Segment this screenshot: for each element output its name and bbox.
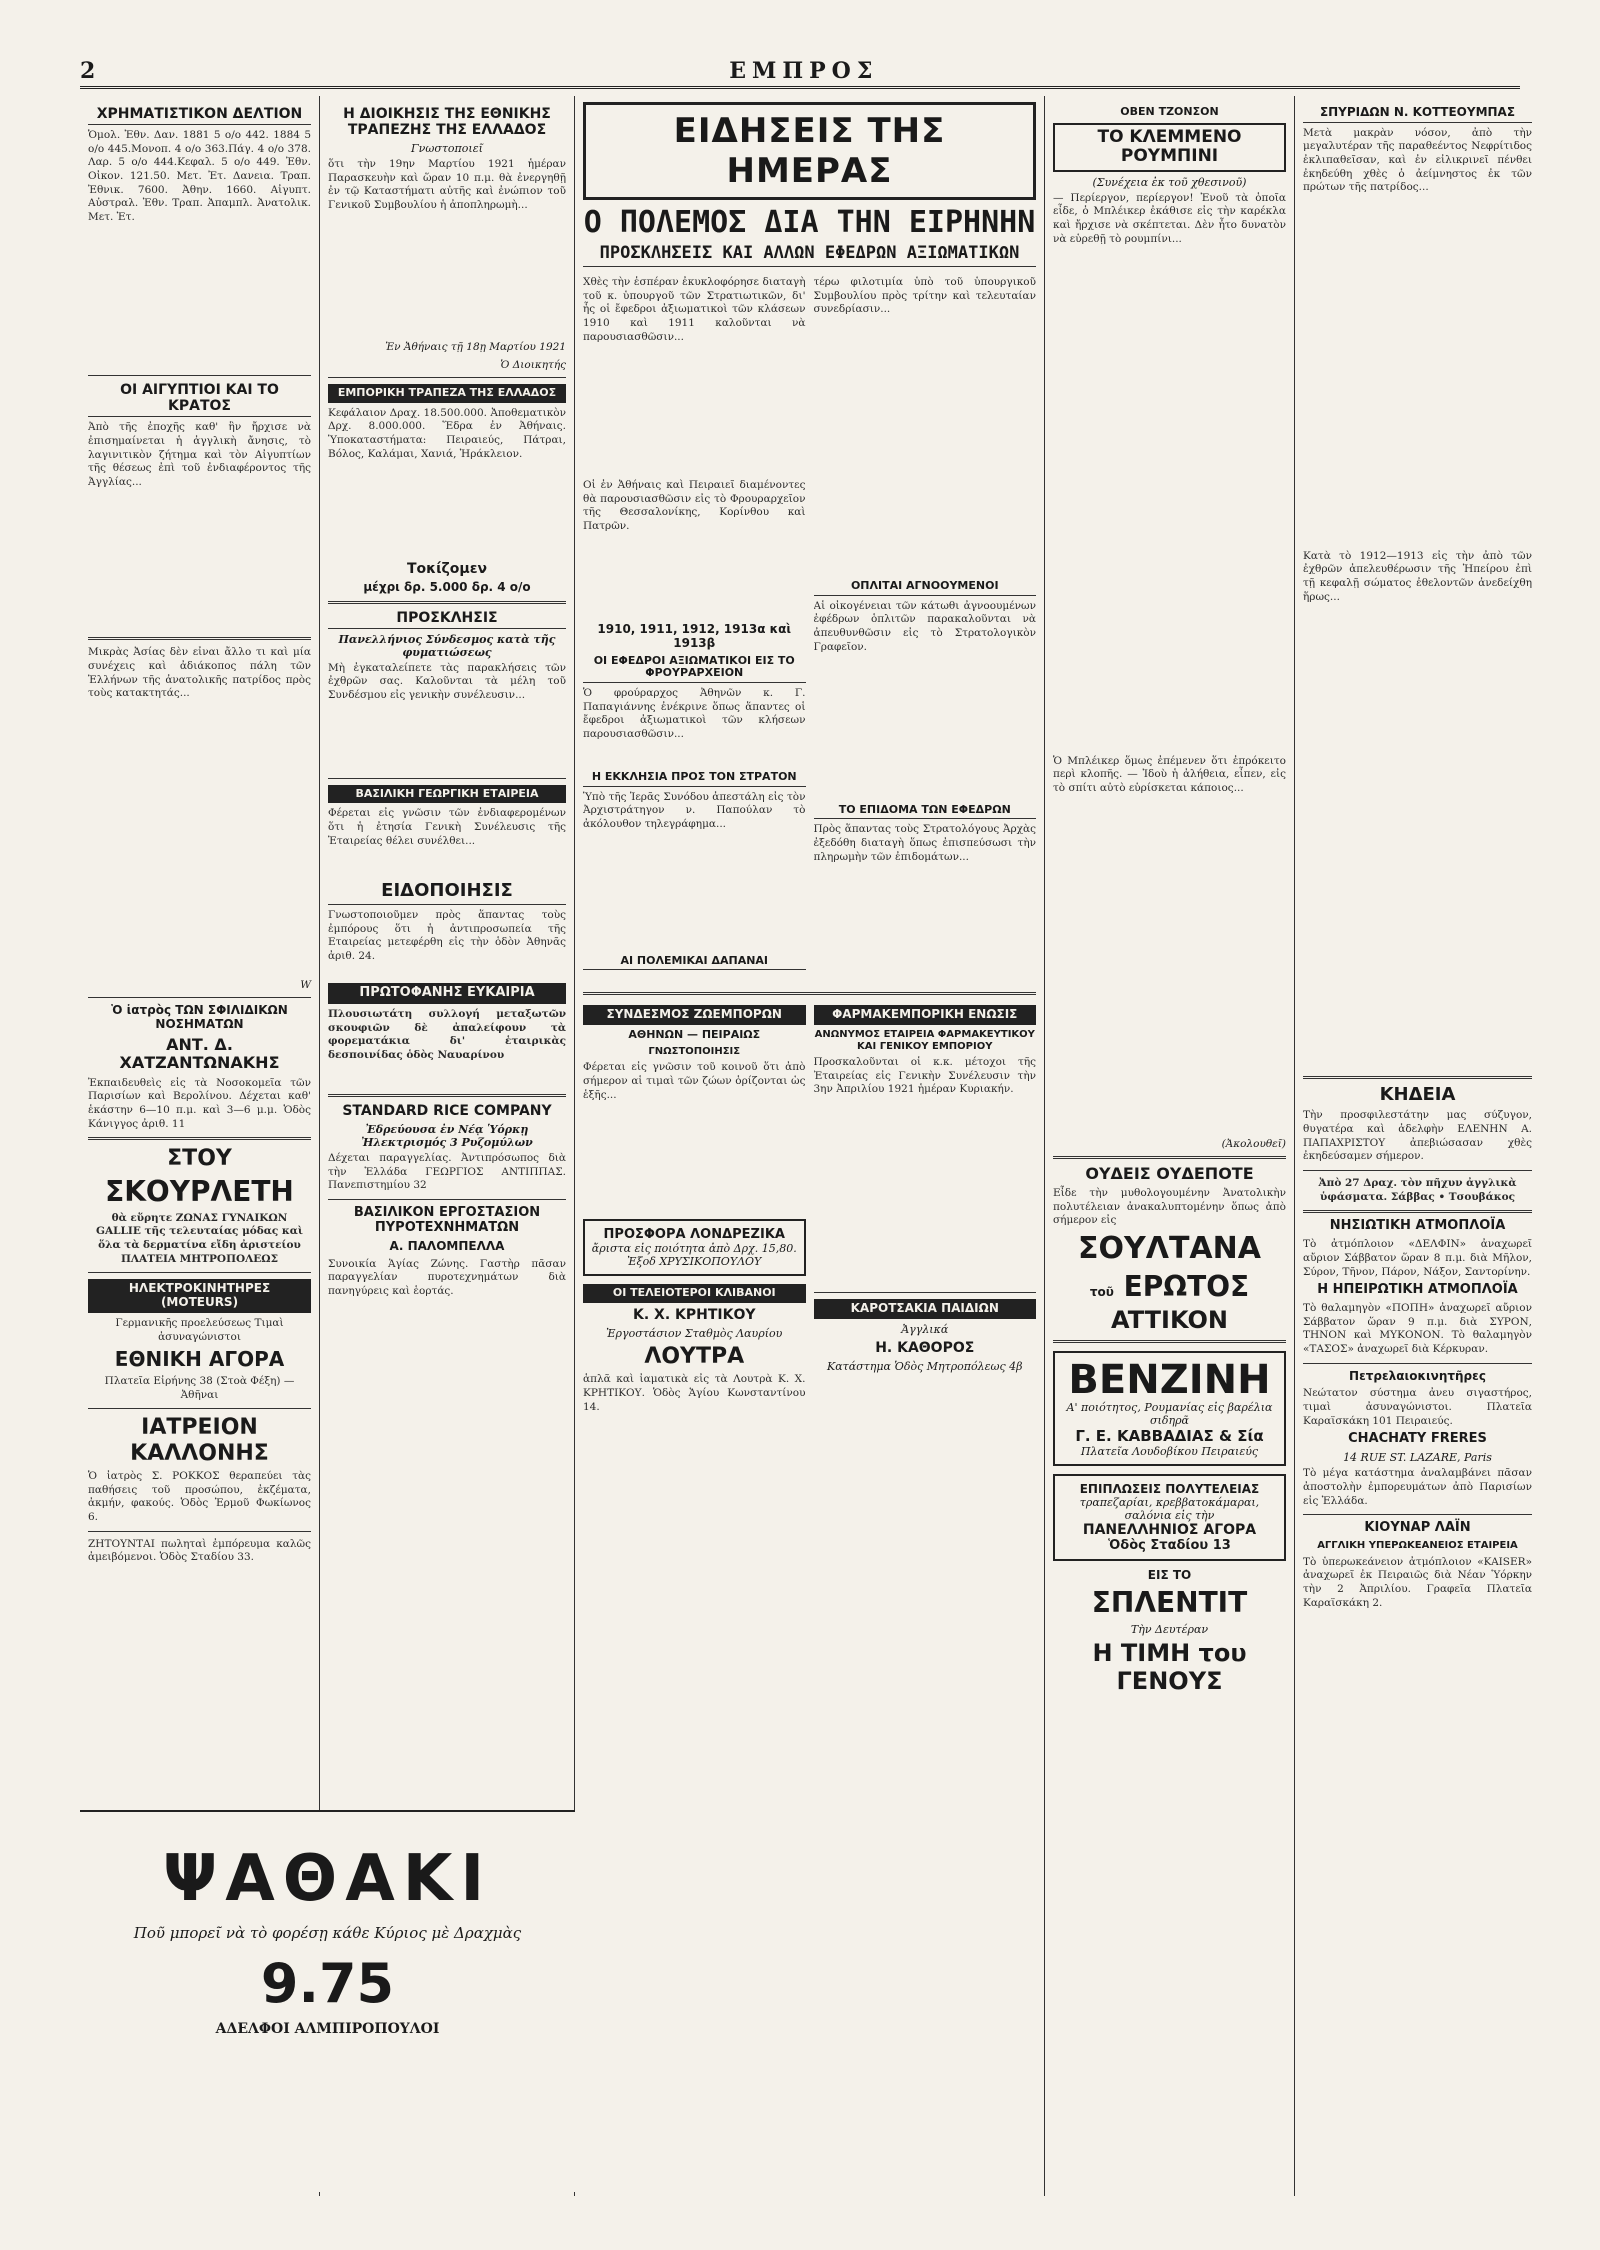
zoomilon-sub: ΑΘΗΝΩΝ — ΠΕΙΡΑΙΩΣ <box>628 1028 761 1042</box>
rec-text: Αἱ οἰκογένειαι τῶν κάτωθι ἀγνοουμένων ἐφέδρων ὁπλιτῶν παρακαλοῦνται νὰ ἀπευθυνθῶσιν εἰς τὸ Στρατολογικὸν Γραφεῖον. <box>813 599 1036 653</box>
bank-sig: Ὁ Διοικητής <box>500 359 566 372</box>
motor-title: ΗΛΕΚΤΡΟΚΙΝΗΤΗΡΕΣ (MOTEURS) <box>88 1279 311 1313</box>
geo-title: ΒΑΣΙΛΙΚΗ ΓΕΩΡΓΙΚΗ ΕΤΑΙΡΕΙΑ <box>328 785 566 804</box>
column-3 <box>575 96 1045 2196</box>
bank-subtitle: Γνωστοποιεῖ <box>411 142 483 156</box>
page-number: 2 <box>80 58 96 84</box>
serial-body2: Ὁ Μπλέικερ ὅμως ἐπέμενεν ὅτι ἐπρόκειτο περὶ κλοπῆς. — Ἰδοὺ ἡ ἀλήθεια, εἶπεν, εἰς τὸ σπίτι αὐτὸ εὑρίσκεται κάποιος... <box>1053 754 1286 795</box>
doctor-text: Ἐκπαιδευθεὶς εἰς τὰ Νοσοκομεῖα τῶν Παρισίων καὶ Βερολίνου. Δέχεται καθ' ἑκάστην 6—10 π.μ. καὶ 3—6 μ.μ. Ὁδὸς Κάνιγγος ἀριθ. 11 <box>88 1076 311 1130</box>
obit-title: ΣΠΥΡΙΔΩΝ Ν. ΚΟΤΤΕΟΥΜΠΑΣ <box>1303 106 1532 123</box>
psathaki-tagline: Ποῦ μπορεῖ νὰ τὸ φορέσῃ κάθε Κύριος μὲ Δραχμὰς <box>133 1924 522 1942</box>
epitropi-title: ΟΙ ΕΦΕΔΡΟΙ ΑΞΙΩΜΑΤΙΚΟΙ ΕΙΣ ΤΟ ΦΡΟΥΡΑΡΧΕΙΟΝ <box>583 655 806 683</box>
splendid: ΣΠΛΕΝΤΙΤ <box>1091 1586 1248 1620</box>
oudeis-text: Εἶδε τὴν μυθολογουμένην Ἀνατολικὴν πολυτέλειαν ἀνακαλυπτομένην ὅπως ἀπὸ σήμερον εἰς <box>1053 1187 1286 1227</box>
article-aigyptioi-text: Ἀπὸ τῆς ἐποχῆς καθ' ἣν ἤρχισε νὰ ἐπισημαίνεται ἡ ἀγγλικὴ ἄνησις, τὸ λαγινιτικὸν ζήτημα καὶ τὸν Αἰγυπτίων τῆς θέσεως ἐπὶ τοῦ ἐνδιαφέροντος τῆς Ἀγγλίας... <box>88 421 311 488</box>
epiplo-ad <box>1053 1474 1286 1561</box>
ads-left <box>583 1001 806 1417</box>
erotos <box>1053 1271 1286 1303</box>
karoto-title: ΚΑΡΟΤΣΑΚΙΑ ΠΑΙΔΙΩΝ <box>814 1299 1037 1319</box>
drug-ad <box>583 1219 806 1276</box>
call-class: 1910, 1911, 1912, 1913α καὶ 1913β <box>597 622 792 650</box>
masthead-spacer <box>1512 58 1520 84</box>
expenses-title: ΑΙ ΠΟΛΕΜΙΚΑΙ ΔΑΠΑΝΑΙ <box>583 955 806 971</box>
skourleti-text: θὰ εὕρητε ΖΩΝΑΣ ΓΥΝΑΙΚΩΝ GALLIE τῆς τελευταίας μόδας καὶ ὅλα τὰ δερματίνα εἴδη ἀριστείου ΠΛΑΤΕΙΑ ΜΗΤΡΟΠΟΛΕΩΣ <box>96 1211 303 1265</box>
epiplo-title: ΕΠΙΠΛΩΣΕΙΣ ΠΟΛΥΤΕΛΕΙΑΣ <box>1079 1482 1260 1497</box>
interest-title: Τοκίζομεν <box>406 560 488 577</box>
news-left <box>583 273 806 986</box>
doctor2-name: ΚΑΛΛΟΝΗΣ <box>130 1440 269 1466</box>
epitropi-text: Ὁ φρούραρχος Ἀθηνῶν κ. Γ. Παπαγιάννης ἐνέκρινε ὅπως ἅπαντες οἱ ἔφεδροι ἀξιωματικοὶ τῶν κλήσεων παρουσιασθῶσιν... <box>583 686 806 740</box>
news-two-col <box>583 273 1036 986</box>
chauffage-addr: 14 RUE ST. LAZARE, Paris <box>1343 1451 1492 1465</box>
rec-title: ΟΠΛΙΤΑΙ ΑΓΝΟΟΥΜΕΝΟΙ <box>814 580 1037 596</box>
kiounar-sub: ΑΓΓΛΙΚΗ ΥΠΕΡΩΚΕΑΝΕΙΟΣ ΕΤΑΙΡΕΙΑ <box>1317 1540 1518 1552</box>
news-left-text: Χθὲς τὴν ἑσπέραν ἐκυκλοφόρησε διαταγὴ τοῦ κ. ὑπουργοῦ τῶν Στρατιωτικῶν, δι' ἧς οἱ ἔφεδροι ἀξιωματικοὶ τῶν κλάσεων 1910 καὶ 1911 καλοῦνται νὰ παρουσιασθῶσιν... <box>583 276 806 343</box>
church-text: Ὑπὸ τῆς Ἱερᾶς Συνόδου ἀπεστάλη εἰς τὸν Ἀρχιστράτηγον ν. Παπούλαν τὸ ἀκόλουθον τηλεγράφημα... <box>583 790 806 830</box>
obit-body: Μετὰ μακρὰν νόσον, ἀπὸ τὴν μεγαλυτέραν τῆς παραθεέντος Νεφρίτιδος ἐκλιπαθεῖσαν, καὶ ἐν εἰλικρινεῖ πένθει ἐκηδεύθη χθὲς ὁ ἀείμνηστος ἐκ τῶν πρώτων τῆς πατρίδος... <box>1303 126 1532 194</box>
atmo1-text: Τὸ ἀτμόπλοιον «ΔΕΛΦΙΝ» ἀναχωρεῖ αὔριον Σάββατον ὥραν 8 π.μ. διὰ Μῆλον, Σύρον, Τῆνον, Πάρον, Νάξον, Σαντορίνην. <box>1303 1238 1532 1278</box>
chauffage-text: Τὸ μέγα κατάστημα ἀναλαμβάνει πᾶσαν ἀποστολὴν ἐμπορευμάτων ἀπὸ Παρισίων εἰς Ἑλλάδα. <box>1303 1467 1532 1507</box>
benzini-ad <box>1053 1351 1286 1466</box>
psathaki-price: 9.75 <box>260 1952 395 2015</box>
drug-title: ΠΡΟΣΦΟΡΑ ΛΟΝΔΡΕΖΙΚΑ <box>603 1227 785 1243</box>
agora-addr: Πλατεῖα Εἰρήνης 38 (Στοὰ Φέξη) — Ἀθῆναι <box>104 1375 295 1401</box>
psathaki-seller: ΑΔΕΛΦΟΙ ΑΛΜΠΙΡΟΠΟΥΛΟΙ <box>215 2021 440 2037</box>
kideia-text: Τὴν προσφιλεστάτην μας σύζυγον, θυγατέρα καὶ ἀδελφὴν ΕΛΕΝΗΝ Α. ΠΑΠΑΧΡΙΣΤΟΥ ἀπεβιώσασαν χθὲς ἐκηδεύσαμεν σήμερον. <box>1303 1109 1532 1163</box>
church-title: Η ΕΚΚΛΗΣΙΑ ΠΡΟΣ ΤΟΝ ΣΤΡΑΤΟΝ <box>583 771 806 787</box>
karoto-text: Κατάστημα Ὁδὸς Μητροπόλεως 4β <box>826 1359 1023 1373</box>
pyro-name: Α. ΠΑΛΟΜΠΕΛΛΑ <box>389 1238 505 1253</box>
doctor2-text: Ὁ ἰατρὸς Σ. ΡΟΚΚΟΣ θεραπεύει τὰς παθήσεις τοῦ προσώπου, ἐκζέματα, ἀκμήν, φακούς. Ὁδὸς Ἑρμοῦ Φωκίωνος 6. <box>88 1470 311 1523</box>
epiplo-addr: Ὁδὸς Σταδίου 13 <box>1108 1538 1231 1554</box>
eporiki-title: ΕΜΠΟΡΙΚΗ ΤΡΑΠΕΖΑ ΤΗΣ ΕΛΛΑΔΟΣ <box>328 384 566 403</box>
kiounar-text: Τὸ ὑπερωκεάνειον ἀτμόπλοιον «KAISER» ἀναχωρεῖ ἐκ Πειραιῶς διὰ Νέαν Ὑόρκην τὴν 2 Ἀπριλίου. Γραφεῖα Πλατεῖα Καραϊσκάκη 2. <box>1303 1555 1532 1609</box>
prosklisis-text: Μὴ ἐγκαταλείπετε τὰς παρακλήσεις τῶν ἐχθρῶν σας. Καλοῦνται τὰ μέλη τοῦ Συνδέσμου εἰς γενικὴν συνέλευσιν... <box>328 661 566 702</box>
sub-headline: ΠΡΟΣΚΛΗΣΕΙΣ ΚΑΙ ΑΛΛΩΝ ΕΦΕΔΡΩΝ ΑΞΙΩΜΑΤΙΚΩΝ <box>583 243 1036 267</box>
market-title: ΧΡΗΜΑΤΙΣΤΙΚΟΝ ΔΕΛΤΙΟΝ <box>88 106 311 125</box>
timi-genous: Η ΤΙΜΗ του ΓΕΝΟΥΣ <box>1092 1639 1247 1695</box>
serial-title: ΤΟ ΚΛΕΜΜΕΝΟ ΡΟΥΜΠΙΝΙ <box>1053 123 1286 172</box>
serial-sub: (Συνέχεια ἐκ τοῦ χθεσινοῦ) <box>1092 175 1247 189</box>
obit-body2: Κατὰ τὸ 1912—1913 εἰς τὴν ἀπὸ τῶν ἐχθρῶν ἀπελευθέρωσιν τῆς Ἠπείρου ἐπὶ τῇ κεφαλῇ σώματος ἐθελοντῶν ἀνεδείχθη ἥρως... <box>1303 549 1532 603</box>
obit-sig: Ἀπὸ 27 Δραχ. τὸν πῆχυν ἀγγλικὰ ὑφάσματα. Σάββας • Τσουβάκος <box>1318 1177 1517 1203</box>
petrel-title: Πετρελαιοκινητῆρες <box>1349 1368 1486 1383</box>
skourleti-name: ΣΚΟΥΡΛΕΤΗ <box>105 1174 294 1208</box>
benzini-addr: Πλατεῖα Λουδοβίκου Πειραιεύς <box>1080 1445 1259 1459</box>
article-asia-text: Μικρὰς Ἀσίας δὲν εἶναι ἄλλο τι καὶ μία συνέχεις καὶ ἀδιάκοπος πάλη τῶν Ἑλλήνων τῆς ἀνατολικῆς πατρίδος πρὸς τοὺς κατακτητάς... <box>88 646 311 700</box>
atmo2-title: Η ΗΠΕΙΡΩΤΙΚΗ ΑΤΜΟΠΛΟΪΑ <box>1317 1282 1518 1298</box>
article-aigyptioi-title: ΟΙ ΑΙΓΥΠΤΙΟΙ ΚΑΙ ΤΟ ΚΡΑΤΟΣ <box>88 382 311 417</box>
petrel-text: Νεώτατον σύστημα ἀνευ σιγαστήρος, τιμαὶ ἀσυναγώνιστοι. Πλατεῖα Καραϊσκάκη 101 Πειραιεύς. <box>1303 1387 1532 1427</box>
kris-name: Κ. Χ. ΚΡΗΤΙΚΟΥ <box>633 1306 756 1323</box>
kris-title: ΟΙ ΤΕΛΕΙΟΤΕΡΟΙ ΚΛΙΒΑΝΟΙ <box>583 1284 806 1303</box>
ads-two-col <box>583 1001 1036 1417</box>
sultana: ΣΟΥΛΤΑΝΑ <box>1078 1231 1261 1267</box>
efedron-title: ΤΟ ΕΠΙΔΟΜΑ ΤΩΝ ΕΦΕΔΡΩΝ <box>814 804 1037 820</box>
eporiki-text: Κεφάλαιον Δραχ. 18.500.000. Ἀποθεματικὸν Δρχ. 8.000.000. Ἕδρα ἐν Ἀθήναις. Ὑποκαταστήματα: Πειραιεύς, Πάτραι, Βόλος, Καλάμαι, Χανιά, Ἡράκλειον. <box>328 406 566 460</box>
serial-kicker: ΟΒΕΝ ΤΖΟΝΣΟΝ <box>1120 105 1219 118</box>
loutra-text: ἁπλᾶ καὶ ἰαματικὰ εἰς τὰ Λουτρὰ Κ. Χ. ΚΡΗΤΙΚΟΥ. Ὁδὸς Ἁγίου Κωνσταντίνου 14. <box>583 1373 806 1413</box>
splendid-pre: ΕΙΣ ΤΟ <box>1147 1568 1192 1583</box>
doctor-name: ΑΝΤ. Δ. ΧΑΤΖΑΝΤΩΝΑΚΗΣ <box>119 1034 280 1073</box>
pyro-text: Συνοικία Ἁγίας Ζώνης. Γαστὴρ πᾶσαν παραγγελίαν πυροτεχνημάτων διὰ πανηγύρεις καὶ ἑορτάς. <box>328 1257 566 1298</box>
motor-text: Γερμανικῆς προελεύσεως Τιμαὶ ἀσυναγώνιστοι <box>115 1316 284 1343</box>
protofanis-text: Πλουσιωτάτη συλλογή μεταξωτῶν σκουφιῶν δὲ ἀπαλείφουν τὰ φορεματάκια δι' ἑταιρικὰς δεσποινίδας ὁδὸς Ναυαρίνου <box>328 1008 566 1061</box>
zitounai-text: ΖΗΤΟΥΝΤΑΙ πωληταὶ ἐμπόρευμα καλῶς ἀμειβόμενοι. Ὁδὸς Σταδίου 33. <box>88 1537 311 1564</box>
kiounar-title: ΚΙΟΥΝΑΡ ΛΑΪΝ <box>1364 1520 1471 1536</box>
eidopoiisis-title: ΕΙΔΟΠΟΙΗΣΙΣ <box>328 881 566 905</box>
interest-value: μέχρι δρ. 5.000 δρ. 4 ο/ο <box>363 579 531 594</box>
pharma-text: Προσκαλοῦνται οἱ κ.κ. μέτοχοι τῆς Ἑταιρείας εἰς Γενικὴν Συνέλευσιν τὴν 3ην Ἀπριλίου 1921 ἡμέραν Κυριακήν. <box>813 1056 1036 1096</box>
zoomilon-text: Φέρεται εἰς γνῶσιν τοῦ κοινοῦ ὅτι ἀπὸ σήμερον αἱ τιμαὶ τῶν ζώων ὁρίζονται ὡς ἑξῆς... <box>583 1061 806 1101</box>
zoomilon-title: ΣΥΝΔΕΣΜΟΣ ΖΩΕΜΠΟΡΩΝ <box>583 1005 806 1025</box>
bank-title: Η ΔΙΟΙΚΗΣΙΣ ΤΗΣ ΕΘΝΙΚΗΣ ΤΡΑΠΕΖΗΣ ΤΗΣ ΕΛΛΑΔΟΣ <box>343 106 551 139</box>
oudeis-title: ΟΥΔΕΙΣ ΟΥΔΕΠΟΤΕ <box>1085 1163 1254 1183</box>
rice-sub: Ἐδρεύουσα ἐν Νέᾳ Ὑόρκῃ Ἠλεκτρισμός 3 Ρυζομύλων <box>361 1123 533 1150</box>
epiplo-text: τραπεζαρίαι, κρεββατοκάμαραι, σαλόνια εἰς τὴν <box>1079 1496 1260 1523</box>
bank-sig-place: Ἐν Ἀθήναις τῇ 18ῃ Μαρτίου 1921 <box>385 341 566 354</box>
pharma-title: ΦΑΡΜΑΚΕΜΠΟΡΙΚΗ ΕΝΩΣΙΣ <box>814 1005 1037 1025</box>
serial-body: — Περίεργον, περίεργον! Ἐνοῦ τὰ ὁποῖα εἶδε, ὁ Μπλέικερ ἐκάθισε εἰς τὴν καρέκλα καὶ ἤρχισε νὰ σκέπτεται. Δὲν ἦτο δυνατὸν νὰ εὑρεθῇ τὸ ρουμπίνι... <box>1053 191 1286 245</box>
atmo1-title: ΝΗΣΙΩΤΙΚΗ ΑΤΜΟΠΛΟΪΑ <box>1329 1218 1506 1234</box>
loutra-title: ΛΟΥΤΡΑ <box>644 1343 745 1369</box>
erotos-word: ΕΡΩΤΟΣ <box>1123 1269 1250 1303</box>
splendid-mid: Τὴν Δευτέραν <box>1130 1623 1209 1637</box>
news-banner: ΕΙΔΗΣΕΙΣ ΤΗΣ ΗΜΕΡΑΣ <box>583 102 1036 200</box>
bank-text: ὅτι τὴν 19ην Μαρτίου 1921 ἡμέραν Παρασκευὴν καὶ ὥραν 10 π.μ. θὰ ἐνεργηθῇ ἐν τῷ Καταστήματι αὐτῆς καὶ ἐνώπιον τοῦ Γενικοῦ Συμβουλίου ἡ ἀποπληρωμὴ... <box>328 158 566 212</box>
serial-cont: (Ἀκολουθεῖ) <box>1221 1137 1286 1150</box>
column-4 <box>1045 96 1295 2196</box>
paper-name: ΕΜΠΡΟΣ <box>729 58 879 84</box>
doctor2-title <box>88 1415 311 1466</box>
benzini-name: Γ. Ε. ΚΑΒΒΑΔΙΑΣ & Σία <box>1075 1427 1264 1446</box>
pyro-title: ΒΑΣΙΛΙΚΟΝ ΕΡΓΟΣΤΑΣΙΟΝ ΠΥΡΟΤΕΧΝΗΜΑΤΩΝ <box>353 1205 541 1236</box>
rice-text: Δέχεται παραγγελίας. Ἀντιπρόσωπος διὰ τὴν Ἑλλάδα ΓΕΩΡΓΙΟΣ ΑΝΤΙΠΠΑΣ. Πανεπιστημίου 32 <box>328 1152 566 1192</box>
main-headline: Ο ΠΟΛΕΜΟΣ ΔΙΑ ΤΗΝ ΕΙΡΗΝΗΝ <box>583 205 1036 240</box>
benzini-text: Α' ποιότητος, Ρουμανίας εἰς βαρέλια σιδηρᾶ <box>1066 1401 1273 1428</box>
zoomilon-sub2: ΓΝΩΣΤΟΠΟΙΗΣΙΣ <box>648 1045 741 1057</box>
doctor-title: Ὁ ἰατρὸς ΤΩΝ ΣΦΙΛΙΔΙΚΩΝ ΝΟΣΗΜΑΤΩΝ <box>111 1003 288 1032</box>
atmo2-text: Τὸ θαλαμηγὸν «ΠΟΠΗ» ἀναχωρεῖ αὔριον Σάββατον ὥραν 9 π.μ. διὰ ΣΥΡΟΝ, ΤΗΝΟΝ καὶ ΜΥΚΟΝΟΝ. Τὸ θαλαμηγὸν «ΤΑΣΟΣ» ἀναχωρεῖ διὰ Κέρκυραν. <box>1303 1302 1532 1356</box>
news-left-text2: Οἱ ἐν Ἀθήναις καὶ Πειραιεῖ διαμένοντες θὰ παρουσιασθῶσιν εἰς τὸ Φρουραρχεῖον τῆς Θεσσαλονίκης, Κορίνθου καὶ Πατρῶν. <box>583 479 806 532</box>
benzini-title: ΒΕΝΖΙΝΗ <box>1068 1357 1271 1404</box>
news-right <box>814 273 1037 986</box>
masthead <box>80 56 1520 89</box>
column-5 <box>1295 96 1540 2196</box>
kideia-title: ΚΗΔΕΙΑ <box>1379 1083 1456 1105</box>
ads-right <box>814 1001 1037 1417</box>
karoto-sub: Ἀγγλικά <box>901 1322 949 1336</box>
chauffage-title: CHACHATY FRERES <box>1348 1431 1487 1447</box>
prosklisis-title: ΠΡΟΣΚΛΗΣΙΣ <box>328 610 566 629</box>
drug-text: ἄριστα εἰς ποιότητα ἀπὸ Δρχ. 15,80. Ἐξοδ ΧΡΥΣΙΚΟΠΟΥΛΟΥ <box>591 1242 797 1269</box>
eidopoiisis-text: Γνωστοποιοῦμεν πρὸς ἅπαντας τοὺς ἐμπόρους ὅτι ἡ ἀντιπροσωπεία τῆς Εταιρείας μετεφέρθη εἰς τὴν ὁδὸν Ἀθηνᾶς ἀριθ. 24. <box>328 909 566 963</box>
psathaki-ad <box>80 1810 575 2192</box>
protofanis-title: ΠΡΩΤΟΦΑΝΗΣ ΕΥΚΑΙΡΙΑ <box>328 983 566 1004</box>
prosklisis-sub: Πανελλήνιος Σύνδεσμος κατὰ τῆς φυματιώσεως <box>338 632 556 659</box>
agora-name: ΕΘΝΙΚΗ ΑΓΟΡΑ <box>114 1347 285 1372</box>
doctor2-pre: ΙΑΤΡΕΙΟΝ <box>141 1415 258 1441</box>
pharma-sub: ΑΝΩΝΥΜΟΣ ΕΤΑΙΡΕΙΑ ΦΑΡΜΑΚΕΥΤΙΚΟΥ ΚΑΙ ΓΕΝΙΚΟΥ ΕΜΠΟΡΙΟΥ <box>814 1029 1035 1052</box>
w-letter: W <box>300 979 311 992</box>
kris-text: Ἐργοστάσιον Σταθμὸς Λαυρίου <box>606 1326 783 1340</box>
erotos-pre: τοῦ <box>1089 1284 1114 1299</box>
news-right-text: τέρω φιλοτιμία ὑπὸ τοῦ ὑπουργικοῦ Συμβουλίου πρὸς τρίτην καὶ τελευταίαν συνεδρίασιν... <box>813 276 1036 316</box>
psathaki-title: ΨΑΘΑΚΙ <box>162 1842 493 1916</box>
geo-text: Φέρεται εἰς γνῶσιν τῶν ἐνδιαφερομένων ὅτι ἡ ἐτησία Γενικὴ Συνέλευσις τῆς Ἑταιρείας θέλει συνέλθει... <box>328 807 566 847</box>
skourleti-pre: ΣΤΟΥ <box>167 1146 232 1172</box>
rice-title: STANDARD RICE COMPANY <box>342 1103 552 1120</box>
efedron-text: Πρὸς ἅπαντας τοὺς Στρατολόγους Ἀρχὰς ἐξεδόθη διαταγὴ ὅπως ἐπισπεύσωσι τὴν πληρωμὴν τῶν ἐπιδομάτων... <box>813 823 1036 863</box>
karoto-name: Η. ΚΑΘΟΡΟΣ <box>875 1339 975 1356</box>
attikon: ATTIKON <box>1111 1305 1228 1334</box>
market-text: Ὁμολ. Ἐθν. Δαν. 1881 5 ο/ο 442. 1884 5 ο/ο 445.Μονοπ. 4 ο/ο 363.Πάγ. 4 ο/ο 378. Λαρ. 5 ο/ο 444.Κεφαλ. 5 ο/ο 449. Ἐθν. Οἰκον. 121.50. Μετ. Ἐτ. Δανεια. Τραπ. Ἐθνικ. 7600. Ἀθην. 1660. Αἰγυπτ. Αὐστραλ. Ἐθν. Τραπ. Ἀπαμπλ. Ἀνατολικ. Μετ. Ἐτ. <box>88 129 311 223</box>
epiplo-name: ΠΑΝΕΛΛΗΝΙΟΣ ΑΓΟΡΑ <box>1082 1522 1257 1539</box>
